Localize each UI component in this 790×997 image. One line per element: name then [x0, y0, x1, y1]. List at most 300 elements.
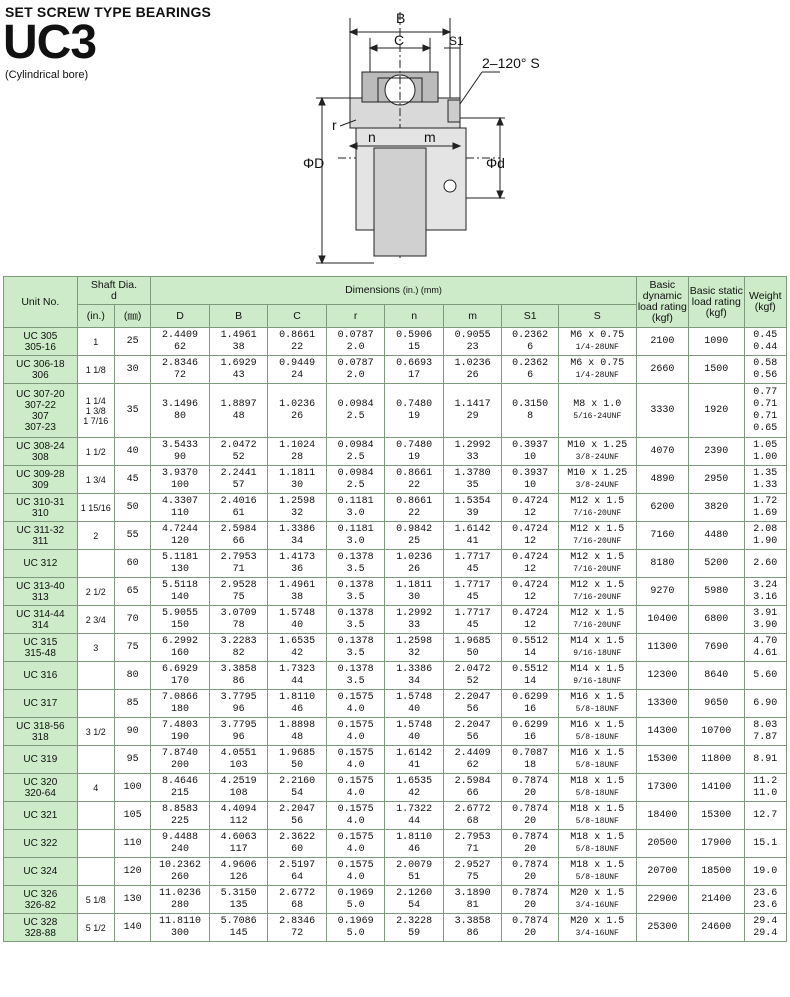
cell-n: 0.5906 15 [385, 328, 444, 356]
cell-S1: 0.4724 12 [502, 578, 559, 606]
cell-static-load: 21400 [689, 886, 744, 914]
cell-weight: 19.0 [744, 858, 786, 886]
header-mm: (㎜) [114, 305, 150, 328]
cell-m: 2.9527 75 [443, 858, 502, 886]
cell-unit: UC 306-18 306 [4, 356, 78, 384]
header-shaft: Shaft Dia. d [77, 277, 151, 305]
header-dimensions: Dimensions (in.) (mm) [151, 277, 636, 305]
table-row [4, 328, 787, 356]
cell-D: 3.9370 100 [151, 466, 210, 494]
dim-label-d: Φd [486, 155, 505, 171]
cell-weight: 4.70 4.61 [744, 634, 786, 662]
cell-in [77, 550, 114, 578]
cell-C: 2.3622 60 [268, 830, 327, 858]
cell-weight: 29.4 29.4 [744, 914, 786, 942]
cell-dynamic-load: 15300 [636, 746, 688, 774]
cell-S1: 0.4724 12 [502, 550, 559, 578]
cell-S: M20 x 1.5 3/4-16UNF [558, 886, 636, 914]
cell-weight: 11.2 11.0 [744, 774, 786, 802]
cell-in: 1 15/16 [77, 494, 114, 522]
cell-m: 1.7717 45 [443, 578, 502, 606]
cell-D: 3.5433 90 [151, 438, 210, 466]
cell-S1: 0.4724 12 [502, 606, 559, 634]
cell-weight: 8.91 [744, 746, 786, 774]
table-row [4, 522, 787, 550]
cell-dynamic-load: 9270 [636, 578, 688, 606]
cell-m: 2.4409 62 [443, 746, 502, 774]
cell-S1: 0.4724 12 [502, 494, 559, 522]
cell-B: 2.4016 61 [209, 494, 268, 522]
cell-n: 0.7480 19 [385, 384, 444, 438]
cell-n: 1.7322 44 [385, 802, 444, 830]
cell-D: 7.8740 200 [151, 746, 210, 774]
cell-weight: 3.24 3.16 [744, 578, 786, 606]
dim-label-m: m [424, 129, 436, 145]
cell-in [77, 802, 114, 830]
cell-n: 0.6693 17 [385, 356, 444, 384]
cell-S: M10 x 1.25 3/8-24UNF [558, 466, 636, 494]
table-row [4, 690, 787, 718]
table-row [4, 746, 787, 774]
cell-mm: 140 [114, 914, 150, 942]
cell-static-load: 8640 [689, 662, 744, 690]
cell-dynamic-load: 22900 [636, 886, 688, 914]
cell-in [77, 830, 114, 858]
cell-weight: 1.35 1.33 [744, 466, 786, 494]
cell-D: 2.4409 62 [151, 328, 210, 356]
table-row [4, 494, 787, 522]
cell-m: 1.0236 26 [443, 356, 502, 384]
spec-table [3, 276, 787, 942]
cell-D: 11.0236 280 [151, 886, 210, 914]
table-row [4, 356, 787, 384]
cell-C: 2.8346 72 [268, 914, 327, 942]
cell-S: M6 x 0.75 1/4-28UNF [558, 328, 636, 356]
series-kicker: SET SCREW TYPE BEARINGS [5, 4, 212, 20]
cell-S: M10 x 1.25 3/8-24UNF [558, 438, 636, 466]
cell-m: 1.2992 33 [443, 438, 502, 466]
cell-mm: 40 [114, 438, 150, 466]
cell-r: 0.1378 3.5 [326, 662, 385, 690]
cell-r: 0.1575 4.0 [326, 858, 385, 886]
cell-in: 4 [77, 774, 114, 802]
cell-C: 2.6772 68 [268, 886, 327, 914]
cell-m: 0.9055 23 [443, 328, 502, 356]
table-row [4, 858, 787, 886]
cell-S1: 0.7874 20 [502, 886, 559, 914]
cell-B: 4.9606 126 [209, 858, 268, 886]
cell-weight: 5.60 [744, 662, 786, 690]
table-row [4, 466, 787, 494]
cell-in: 2 1/2 [77, 578, 114, 606]
cell-C: 1.0236 26 [268, 384, 327, 438]
cell-n: 1.5748 40 [385, 718, 444, 746]
table-row [4, 914, 787, 942]
cell-m: 1.7717 45 [443, 606, 502, 634]
cell-static-load: 24600 [689, 914, 744, 942]
cell-mm: 25 [114, 328, 150, 356]
cell-mm: 70 [114, 606, 150, 634]
cell-n: 1.6535 42 [385, 774, 444, 802]
cell-unit: UC 322 [4, 830, 78, 858]
cell-static-load: 6800 [689, 606, 744, 634]
cell-mm: 95 [114, 746, 150, 774]
cell-n: 0.8661 22 [385, 466, 444, 494]
dim-label-S1: S1 [449, 34, 464, 48]
cell-in: 2 [77, 522, 114, 550]
dim-label-r: r [332, 117, 337, 133]
cell-dynamic-load: 20700 [636, 858, 688, 886]
cell-static-load: 18500 [689, 858, 744, 886]
header-col-r: r [326, 305, 385, 328]
cell-B: 3.7795 96 [209, 718, 268, 746]
table-row [4, 830, 787, 858]
cell-S1: 0.7087 18 [502, 746, 559, 774]
cell-n: 1.8110 46 [385, 830, 444, 858]
cell-S: M18 x 1.5 5/8-18UNF [558, 830, 636, 858]
cell-B: 3.0709 78 [209, 606, 268, 634]
cell-static-load: 3820 [689, 494, 744, 522]
cell-S: M16 x 1.5 5/8-18UNF [558, 718, 636, 746]
dim-label-D: ΦD [303, 155, 325, 171]
cell-C: 1.3386 34 [268, 522, 327, 550]
cell-weight: 8.03 7.87 [744, 718, 786, 746]
cell-weight: 2.08 1.90 [744, 522, 786, 550]
cell-D: 6.6929 170 [151, 662, 210, 690]
cell-mm: 35 [114, 384, 150, 438]
cell-m: 1.5354 39 [443, 494, 502, 522]
cell-mm: 30 [114, 356, 150, 384]
cell-r: 0.1575 4.0 [326, 718, 385, 746]
cell-C: 1.1811 30 [268, 466, 327, 494]
table-row [4, 384, 787, 438]
cell-dynamic-load: 4890 [636, 466, 688, 494]
cell-mm: 60 [114, 550, 150, 578]
cell-in: 1 3/4 [77, 466, 114, 494]
header-static-load: Basic static load rating (kgf) [689, 277, 744, 328]
cell-r: 0.1969 5.0 [326, 886, 385, 914]
cell-m: 3.3858 86 [443, 914, 502, 942]
cell-mm: 45 [114, 466, 150, 494]
cell-dynamic-load: 11300 [636, 634, 688, 662]
cell-mm: 50 [114, 494, 150, 522]
table-row [4, 578, 787, 606]
cell-dynamic-load: 20500 [636, 830, 688, 858]
cell-S: M12 x 1.5 7/16-20UNF [558, 494, 636, 522]
cell-mm: 120 [114, 858, 150, 886]
cell-in: 1 [77, 328, 114, 356]
cell-n: 1.2598 32 [385, 634, 444, 662]
cell-dynamic-load: 7160 [636, 522, 688, 550]
cell-dynamic-load: 25300 [636, 914, 688, 942]
cell-m: 2.7953 71 [443, 830, 502, 858]
cell-n: 1.6142 41 [385, 746, 444, 774]
header-col-m: m [443, 305, 502, 328]
cell-S1: 0.3937 10 [502, 438, 559, 466]
cell-D: 4.7244 120 [151, 522, 210, 550]
cell-B: 2.7953 71 [209, 550, 268, 578]
cell-S1: 0.4724 12 [502, 522, 559, 550]
cell-n: 1.5748 40 [385, 690, 444, 718]
cell-D: 11.8110 300 [151, 914, 210, 942]
cell-r: 0.1181 3.0 [326, 494, 385, 522]
cell-B: 4.6063 117 [209, 830, 268, 858]
cell-D: 3.1496 80 [151, 384, 210, 438]
cell-mm: 65 [114, 578, 150, 606]
cell-r: 0.1181 3.0 [326, 522, 385, 550]
cell-mm: 80 [114, 662, 150, 690]
cell-unit: UC 307-20 307-22 307 307-23 [4, 384, 78, 438]
cell-weight: 1.72 1.69 [744, 494, 786, 522]
cell-S: M12 x 1.5 7/16-20UNF [558, 550, 636, 578]
cell-in: 5 1/8 [77, 886, 114, 914]
cell-C: 1.7323 44 [268, 662, 327, 690]
header-col-B: B [209, 305, 268, 328]
cell-B: 1.6929 43 [209, 356, 268, 384]
header-col-S1: S1 [502, 305, 559, 328]
cell-in: 1 1/4 1 3/8 1 7/16 [77, 384, 114, 438]
cell-static-load: 5200 [689, 550, 744, 578]
cell-unit: UC 319 [4, 746, 78, 774]
cell-S: M12 x 1.5 7/16-20UNF [558, 522, 636, 550]
cell-C: 1.8898 48 [268, 718, 327, 746]
cell-m: 2.5984 66 [443, 774, 502, 802]
cell-in: 1 1/2 [77, 438, 114, 466]
cell-n: 1.1811 30 [385, 578, 444, 606]
cell-m: 2.6772 68 [443, 802, 502, 830]
table-row [4, 718, 787, 746]
cell-unit: UC 321 [4, 802, 78, 830]
cell-static-load: 1500 [689, 356, 744, 384]
cell-S1: 0.6299 16 [502, 718, 559, 746]
cell-r: 0.1575 4.0 [326, 830, 385, 858]
cell-in [77, 746, 114, 774]
cell-in [77, 662, 114, 690]
cell-B: 3.3858 86 [209, 662, 268, 690]
cell-S: M12 x 1.5 7/16-20UNF [558, 578, 636, 606]
bearing-drawing [300, 8, 570, 270]
cell-in: 2 3/4 [77, 606, 114, 634]
cell-B: 5.3150 135 [209, 886, 268, 914]
cell-dynamic-load: 12300 [636, 662, 688, 690]
cell-static-load: 7690 [689, 634, 744, 662]
header-unit: Unit No. [4, 277, 78, 328]
table-row [4, 634, 787, 662]
cell-dynamic-load: 3330 [636, 384, 688, 438]
cell-B: 2.2441 57 [209, 466, 268, 494]
cell-D: 6.2992 160 [151, 634, 210, 662]
cell-dynamic-load: 18400 [636, 802, 688, 830]
table-row [4, 802, 787, 830]
cell-m: 2.0472 52 [443, 662, 502, 690]
cell-C: 1.9685 50 [268, 746, 327, 774]
cell-C: 2.2160 54 [268, 774, 327, 802]
dim-label-B: B [396, 10, 406, 26]
table-row [4, 606, 787, 634]
cell-r: 0.0787 2.0 [326, 356, 385, 384]
cell-S1: 0.3937 10 [502, 466, 559, 494]
header-col-D: D [151, 305, 210, 328]
cell-dynamic-load: 4070 [636, 438, 688, 466]
cell-D: 10.2362 260 [151, 858, 210, 886]
cell-S1: 0.7874 20 [502, 858, 559, 886]
cell-B: 3.2283 82 [209, 634, 268, 662]
cell-D: 8.8583 225 [151, 802, 210, 830]
cell-D: 5.9055 150 [151, 606, 210, 634]
cell-r: 0.1969 5.0 [326, 914, 385, 942]
cell-unit: UC 326 326-82 [4, 886, 78, 914]
cell-in [77, 690, 114, 718]
cell-m: 2.2047 56 [443, 690, 502, 718]
cell-C: 1.4173 36 [268, 550, 327, 578]
cell-r: 0.1575 4.0 [326, 746, 385, 774]
cell-dynamic-load: 8180 [636, 550, 688, 578]
cell-unit: UC 310-31 310 [4, 494, 78, 522]
cell-static-load: 2390 [689, 438, 744, 466]
cell-B: 2.5984 66 [209, 522, 268, 550]
cell-n: 2.1260 54 [385, 886, 444, 914]
cell-weight: 0.77 0.71 0.71 0.65 [744, 384, 786, 438]
dim-label-n: n [368, 129, 376, 145]
cell-r: 0.1575 4.0 [326, 690, 385, 718]
table-row [4, 774, 787, 802]
cell-D: 5.5118 140 [151, 578, 210, 606]
cell-mm: 130 [114, 886, 150, 914]
cell-r: 0.0984 2.5 [326, 384, 385, 438]
cell-n: 2.0079 51 [385, 858, 444, 886]
cell-dynamic-load: 14300 [636, 718, 688, 746]
cell-S1: 0.6299 16 [502, 690, 559, 718]
cell-S: M18 x 1.5 5/8-18UNF [558, 858, 636, 886]
cell-B: 1.8897 48 [209, 384, 268, 438]
cell-weight: 1.05 1.00 [744, 438, 786, 466]
cell-r: 0.1378 3.5 [326, 634, 385, 662]
cell-m: 1.9685 50 [443, 634, 502, 662]
cell-mm: 75 [114, 634, 150, 662]
cell-S: M8 x 1.0 5/16-24UNF [558, 384, 636, 438]
header-in: (in.) [77, 305, 114, 328]
cell-r: 0.0984 2.5 [326, 438, 385, 466]
cell-D: 9.4488 240 [151, 830, 210, 858]
cell-static-load: 17900 [689, 830, 744, 858]
cell-mm: 100 [114, 774, 150, 802]
cell-unit: UC 316 [4, 662, 78, 690]
cell-unit: UC 314-44 314 [4, 606, 78, 634]
cell-static-load: 11800 [689, 746, 744, 774]
cell-dynamic-load: 6200 [636, 494, 688, 522]
cell-mm: 85 [114, 690, 150, 718]
cell-m: 1.7717 45 [443, 550, 502, 578]
cell-m: 1.3780 35 [443, 466, 502, 494]
cell-static-load: 10700 [689, 718, 744, 746]
cell-S: M14 x 1.5 9/16-18UNF [558, 662, 636, 690]
cell-n: 0.7480 19 [385, 438, 444, 466]
cell-unit: UC 305 305-16 [4, 328, 78, 356]
cell-unit: UC 320 320-64 [4, 774, 78, 802]
cell-weight: 0.45 0.44 [744, 328, 786, 356]
cell-unit: UC 324 [4, 858, 78, 886]
cell-in [77, 858, 114, 886]
header-col-C: C [268, 305, 327, 328]
cell-weight: 2.60 [744, 550, 786, 578]
cell-B: 4.0551 103 [209, 746, 268, 774]
cell-C: 0.8661 22 [268, 328, 327, 356]
cell-S1: 0.5512 14 [502, 662, 559, 690]
cell-B: 3.7795 96 [209, 690, 268, 718]
cell-dynamic-load: 13300 [636, 690, 688, 718]
cell-dynamic-load: 2100 [636, 328, 688, 356]
cell-weight: 15.1 [744, 830, 786, 858]
dim-label-screws: 2–120° S [482, 55, 540, 71]
table-row [4, 662, 787, 690]
cell-r: 0.0984 2.5 [326, 466, 385, 494]
cell-unit: UC 313-40 313 [4, 578, 78, 606]
cell-B: 2.9528 75 [209, 578, 268, 606]
table-row [4, 438, 787, 466]
cell-D: 5.1181 130 [151, 550, 210, 578]
cell-m: 1.1417 29 [443, 384, 502, 438]
cell-S: M16 x 1.5 5/8-18UNF [558, 690, 636, 718]
cell-C: 1.2598 32 [268, 494, 327, 522]
cell-n: 0.8661 22 [385, 494, 444, 522]
cell-D: 7.4803 190 [151, 718, 210, 746]
cell-mm: 90 [114, 718, 150, 746]
cell-unit: UC 308-24 308 [4, 438, 78, 466]
cell-static-load: 15300 [689, 802, 744, 830]
cell-S: M12 x 1.5 7/16-20UNF [558, 606, 636, 634]
cell-weight: 6.90 [744, 690, 786, 718]
cell-C: 0.9449 24 [268, 356, 327, 384]
cell-unit: UC 318-56 318 [4, 718, 78, 746]
cell-D: 7.0866 180 [151, 690, 210, 718]
cell-n: 1.3386 34 [385, 662, 444, 690]
cell-r: 0.1378 3.5 [326, 578, 385, 606]
cell-weight: 3.91 3.90 [744, 606, 786, 634]
cell-B: 4.2519 108 [209, 774, 268, 802]
cell-D: 8.4646 215 [151, 774, 210, 802]
cell-r: 0.1378 3.5 [326, 550, 385, 578]
cell-C: 1.5748 40 [268, 606, 327, 634]
table-row [4, 886, 787, 914]
cell-weight: 0.58 0.56 [744, 356, 786, 384]
cell-unit: UC 328 328-88 [4, 914, 78, 942]
cell-unit: UC 309-28 309 [4, 466, 78, 494]
cell-m: 1.6142 41 [443, 522, 502, 550]
cell-C: 1.6535 42 [268, 634, 327, 662]
cell-n: 2.3228 59 [385, 914, 444, 942]
cell-mm: 55 [114, 522, 150, 550]
cell-S: M18 x 1.5 5/8-18UNF [558, 802, 636, 830]
cell-S: M16 x 1.5 5/8-18UNF [558, 746, 636, 774]
header-dynamic-load: Basic dynamic load rating (kgf) [636, 277, 688, 328]
dim-label-C: C [394, 32, 405, 48]
cell-r: 0.0787 2.0 [326, 328, 385, 356]
cell-static-load: 1920 [689, 384, 744, 438]
cell-n: 1.2992 33 [385, 606, 444, 634]
cell-B: 2.0472 52 [209, 438, 268, 466]
cell-r: 0.1575 4.0 [326, 774, 385, 802]
cell-static-load: 1090 [689, 328, 744, 356]
cell-in: 3 [77, 634, 114, 662]
cell-n: 0.9842 25 [385, 522, 444, 550]
cell-in: 3 1/2 [77, 718, 114, 746]
cell-C: 2.5197 64 [268, 858, 327, 886]
cell-S1: 0.2362 6 [502, 328, 559, 356]
cell-mm: 110 [114, 830, 150, 858]
cell-static-load: 5980 [689, 578, 744, 606]
cell-weight: 23.6 23.6 [744, 886, 786, 914]
cell-static-load: 9650 [689, 690, 744, 718]
